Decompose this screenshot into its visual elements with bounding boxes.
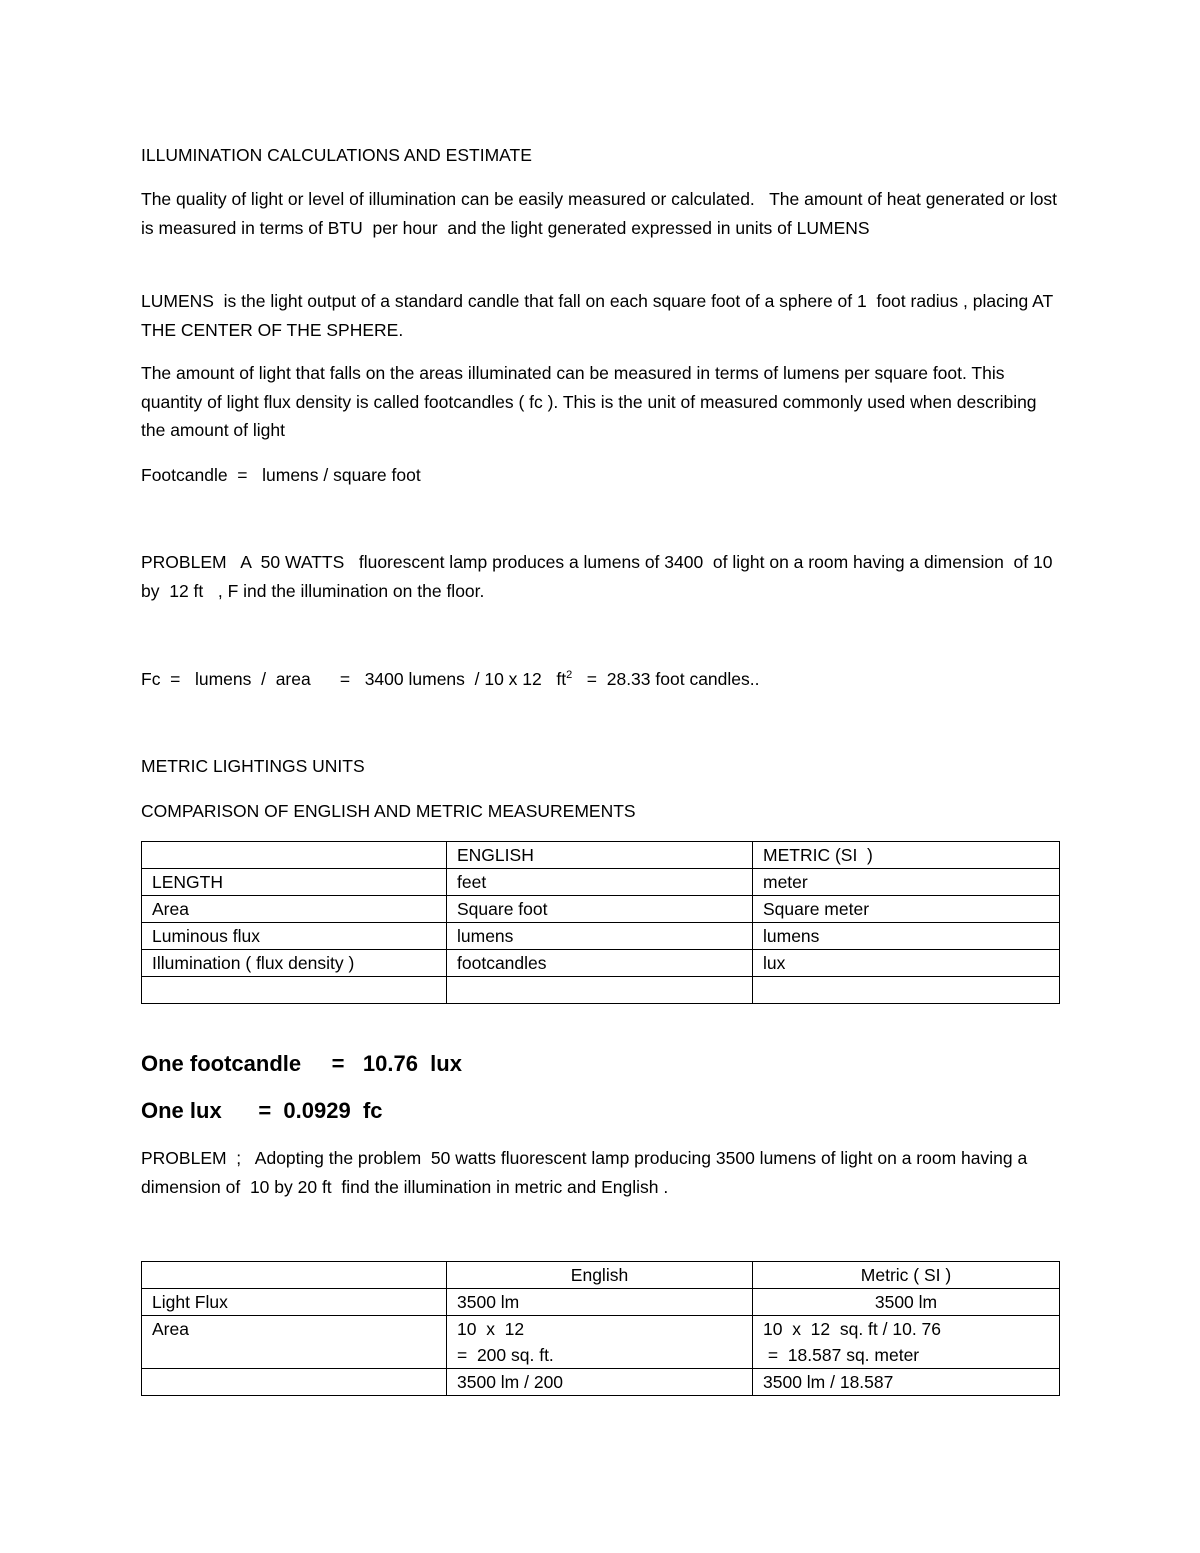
table-row [142, 950, 1060, 977]
table-cell: LENGTH [142, 869, 447, 896]
table-cell: English [447, 1262, 753, 1289]
table-header-row [142, 842, 1060, 869]
table-cell: Area [142, 896, 447, 923]
footcandle-formula: Footcandle = lumens / square foot [141, 465, 421, 485]
table-cell: 3500 lm [447, 1289, 753, 1316]
problem-one-solution [141, 665, 1061, 694]
problem-one: PROBLEM A 50 WATTS fluorescent lamp produces a lumens of 3400 of light on a room having a dimension of 10 by 12 ft , F ind the illumination on the floor. [141, 552, 1063, 601]
metric-units-heading: METRIC LIGHTINGS UNITS [141, 756, 365, 776]
document-title: ILLUMINATION CALCULATIONS AND ESTIMATE [141, 145, 532, 165]
table-cell: 3500 lm / 200 [447, 1369, 753, 1396]
table-cell [142, 1369, 447, 1396]
table-cell [142, 842, 447, 869]
table-cell [447, 977, 753, 1004]
solution-text: Fc = lumens / area = 3400 lumens / 10 x 12 ft [141, 669, 567, 689]
squared-exponent: 2 [566, 669, 573, 681]
footcandle-paragraph: The amount of light that falls on the areas illuminated can be measured in terms of lumens per square foot. This quantity of light flux density is called footcandles ( fc ). This is the unit of measured commonly used when describing the amount of light [141, 363, 1042, 440]
lumens-definition: LUMENS is the light output of a standard candle that fall on each square foot of a sphere of 1 foot radius , placing AT THE CENTER OF THE SPHERE. [141, 291, 1058, 340]
table-cell: Luminous flux [142, 923, 447, 950]
intro-paragraph: The quality of light or level of illumination can be easily measured or calculated. The amount of heat generated or lost is measured in terms of BTU per hour and the light generated expressed in units of LUMENS [141, 189, 1062, 238]
table-cell: meter [753, 869, 1060, 896]
table-row [142, 869, 1060, 896]
table-row [142, 896, 1060, 923]
table-cell: METRIC (SI ) [753, 842, 1060, 869]
conversion-footcandle-to-lux: One footcandle = 10.76 lux [141, 1051, 462, 1076]
table-row [142, 1369, 1060, 1396]
problem-two: PROBLEM ; Adopting the problem 50 watts fluorescent lamp producing 3500 lumens of light on a room having a dimension of 10 by 20 ft find the illumination in metric and English . [141, 1148, 1033, 1197]
table-cell: footcandles [447, 950, 753, 977]
comparison-heading: COMPARISON OF ENGLISH AND METRIC MEASUREMENTS [141, 801, 636, 821]
table-cell: ENGLISH [447, 842, 753, 869]
comparison-table [141, 841, 1060, 1004]
table-row [142, 923, 1060, 950]
table-cell: Light Flux [142, 1289, 447, 1316]
table-cell: lux [753, 950, 1060, 977]
table-cell [142, 977, 447, 1004]
table-cell: Metric ( SI ) [753, 1262, 1060, 1289]
table-cell: feet [447, 869, 753, 896]
table-cell: 3500 lm [753, 1289, 1060, 1316]
table-cell: Square foot [447, 896, 753, 923]
table-row [142, 1316, 1060, 1369]
table-row [142, 977, 1060, 1004]
solution-table [141, 1261, 1060, 1396]
solution-result: = 28.33 foot candles.. [572, 669, 760, 689]
table-header-row [142, 1262, 1060, 1289]
table-cell: lumens [447, 923, 753, 950]
table-cell [753, 977, 1060, 1004]
table-row [142, 1289, 1060, 1316]
table-cell: Area [142, 1316, 447, 1369]
table-cell: lumens [753, 923, 1060, 950]
table-cell: Illumination ( flux density ) [142, 950, 447, 977]
table-cell: Square meter [753, 896, 1060, 923]
table-cell: 10 x 12 sq. ft / 10. 76 = 18.587 sq. meter [753, 1316, 1060, 1369]
conversion-lux-to-footcandle: One lux = 0.0929 fc [141, 1098, 383, 1123]
table-cell: 10 x 12 = 200 sq. ft. [447, 1316, 753, 1369]
table-cell [142, 1262, 447, 1289]
table-cell: 3500 lm / 18.587 [753, 1369, 1060, 1396]
